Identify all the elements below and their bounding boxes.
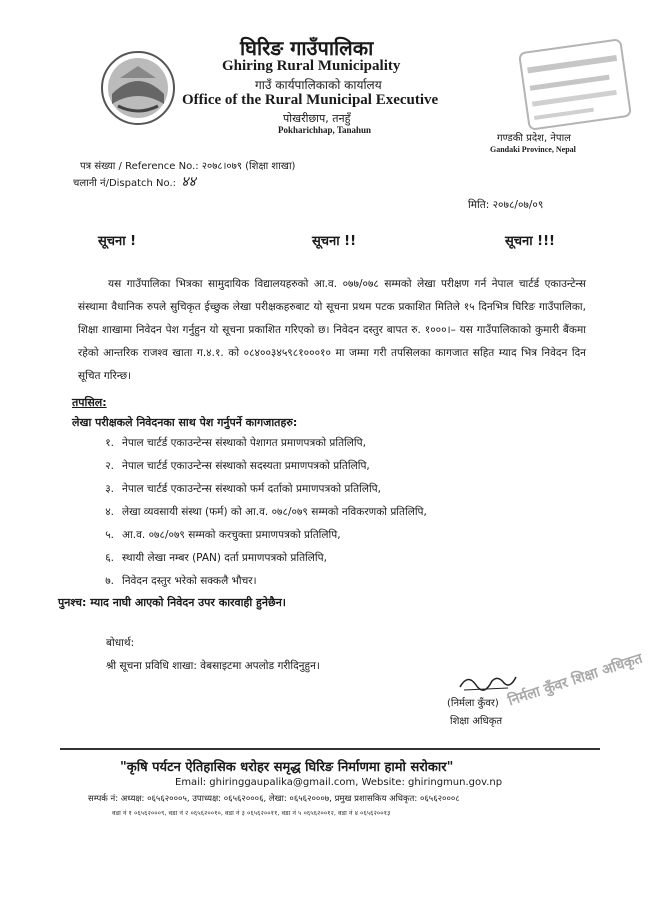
- municipality-emblem: [98, 48, 178, 128]
- documents-heading: लेखा परीक्षकले निवेदनका साथ पेश गर्नुपर्ने कागजातहरु:: [72, 416, 298, 429]
- list-item: ७. निवेदन दस्तुर भरेको सक्कलै भौचर।: [105, 575, 257, 587]
- postscript: पुनश्च: म्याद नाघी आएको निवेदन उपर कारवाही हुनेछैन।: [58, 596, 286, 609]
- received-stamp: [515, 35, 636, 134]
- footer-phones: सम्पर्क नं: अध्यक्ष: ०६५६२०००५, उपाध्यक्ष: ०६५६२०००६, लेखा: ०६५६२०००७, प्रमुख प्रशासकिय अधिकृत: ०६५६२०००८: [88, 794, 460, 804]
- footer-ward-phones: वडा नं १ ०६५६२०००९, वडा नं २ ०६५६२००१०, वडा नं ३ ०६५६२००११, वडा नं ५ ०६५६२००१२, वडा नं ४ ०६५६२००१३: [112, 809, 391, 817]
- list-item: १. नेपाल चार्टर्ड एकाउन्टेन्स संस्थाको पेशागत प्रमाणपत्रको प्रतिलिपि,: [105, 437, 366, 449]
- list-item: ६. स्थायी लेखा नम्बर (PAN) दर्ता प्रमाणपत्रको प्रतिलिपि,: [105, 552, 327, 564]
- dispatch-value: ४४: [181, 174, 196, 190]
- footer-slogan: "कृषि पर्यटन ऐतिहासिक धरोहर समृद्ध घिरिङ निर्माणमा हामो सरोकार": [120, 760, 454, 775]
- tapsil-heading: तपसिल:: [72, 396, 107, 409]
- notice-body: यस गाउँपालिका भित्रका सामुदायिक विद्यालयहरुको आ.व. ०७७/०७८ सम्मको लेखा परीक्षण गर्न नेपाल चार्टर्ड एकाउन्टेन्स संस्थामा वैधानिक रुपले सुचिकृत ईच्छुक लेखा परीक्षकहरुबाट यो सूचना प्रथम पटक प्रकाशित मितिले १५ दिनभित्र घिरिङ गाउँपालिका, शिक्षा शाखामा निवेदन पेश गर्नुहुन यो सूचना प्रकाशित गरिएको छ। निवेदन दस्तुर बापत रु. १०००।– यस गाउँपालिकाको कुमारी बैंकमा रहेको आन्तरिक राजश्व खाता ग.४.१. को ०८४००३४५९८१०००१० मा जम्मा गरी तपसिलका कागजात सहित म्याद भित्र निवेदन दिन सूचित गरिन्छ।: [78, 278, 586, 382]
- documents-list: [88, 432, 427, 593]
- list-item: ४. लेखा व्यवसायी संस्था (फर्म) को आ.व. ०७८/०७९ सम्मको नविकरणको प्रतिलिपि,: [105, 506, 427, 518]
- list-item: ३. नेपाल चार्टर्ड एकाउन्टेन्स संस्थाको फर्म दर्ताको प्रमाणपत्रको प्रतिलिपि,: [105, 483, 381, 495]
- letter-date: मिति: २०७८/०७/०९: [468, 199, 544, 211]
- municipality-name-en: Ghiring Rural Municipality: [222, 58, 401, 74]
- notice-heading-center: सूचना !!: [312, 234, 357, 249]
- office-name-np: गाउँ कार्यपालिकाको कार्यालय: [255, 78, 382, 92]
- province-np: गण्डकी प्रदेश, नेपाल: [497, 133, 571, 144]
- signatory-stamp: निर्मला कुँवर शिक्षा अधिकृत: [506, 650, 645, 710]
- list-item: २. नेपाल चार्टर्ड एकाउन्टेन्स संस्थाको सदस्यता प्रमाणपत्रको प्रतिलिपि,: [105, 460, 370, 472]
- bodharth-line: श्री सूचना प्रविधि शाखा: वेबसाइटमा अपलोड गरीदिनुहुन।: [106, 660, 320, 672]
- place-en: Pokharichhap, Tanahun: [278, 125, 372, 135]
- list-item: ५. आ.व. ०७८/०७९ सम्मको करचुक्ता प्रमाणपत्रको प्रतिलिपि,: [105, 529, 341, 541]
- signatory-title: शिक्षा अधिकृत: [450, 716, 503, 727]
- dispatch-number: [73, 172, 196, 191]
- notice-heading-left: सूचना !: [98, 234, 137, 249]
- reference-number: पत्र संख्या / Reference No.: २०७८।०७९ (शिक्षा शाखा): [80, 161, 296, 172]
- footer-divider: [60, 748, 600, 750]
- place-np: पोखरीछाप, तनहुँ: [283, 112, 351, 125]
- dispatch-label: चलानी नं/Dispatch No.:: [73, 178, 177, 189]
- province-en: Gandaki Province, Nepal: [490, 145, 576, 154]
- notice-heading-right: सूचना !!!: [505, 234, 555, 249]
- bodharth-label: बोधार्थ:: [106, 637, 135, 649]
- signatory-name: (निर्मला कुँवर): [447, 698, 499, 709]
- municipality-name-np: घिरिङ गाउँपालिका: [240, 36, 374, 60]
- footer-contact: Email: ghiringgaupalika@gmail.com, Website: ghiringmun.gov.np: [175, 777, 503, 788]
- office-name-en: Office of the Rural Municipal Executive: [182, 92, 439, 108]
